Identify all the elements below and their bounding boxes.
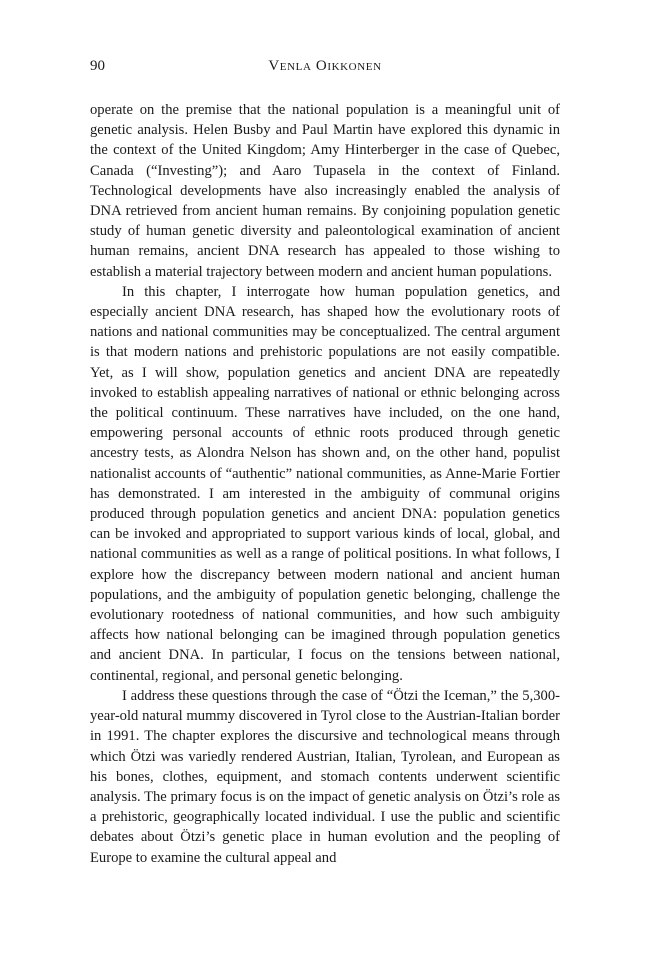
running-head-author: Venla Oikkonen — [268, 58, 382, 74]
body-text — [90, 100, 560, 868]
paragraph: In this chapter, I interrogate how human population genetics, and especially ancient DNA research, has shaped how the evolutionary roots of nations and national communities may be conceptualized. The central argument is that modern nations and prehistoric populations are not easily compatible. Yet, as I will show, population genetics and ancient DNA are repeatedly invoked to establish appealing narratives of national or ethnic belonging across the political continuum. These narratives have included, on the one hand, empowering personal accounts of ethnic roots produced through genetic ancestry tests, as Alondra Nelson has shown and, on the other hand, populist nationalist accounts of “authentic” national communities, as Anne-Marie Fortier has demonstrated. I am interested in the ambiguity of communal origins produced through population genetics and ancient DNA: population genetics can be invoked and appropriated to support various kinds of local, global, and national communities as well as a range of political positions. In what follows, I explore how the discrepancy between modern national and ancient human populations, and the ambiguity of population genetic belonging, challenge the evolutionary rootedness of national communities, and how such ambiguity affects how national belonging can be imagined through population genetics and ancient DNA. In particular, I focus on the tensions between national, continental, regional, and personal genetic belonging. — [90, 283, 560, 684]
running-head — [90, 58, 560, 80]
paragraph: I address these questions through the case of “Ötzi the Iceman,” the 5,300-year-old natural mummy discovered in Tyrol close to the Austrian-Italian border in 1991. The chapter explores the discursive and technological means through which Ötzi was variedly rendered Austrian, Italian, Tyrolean, and European as his bones, clothes, equipment, and stomach contents underwent scientific analysis. The primary focus is on the impact of genetic analysis on Ötzi’s role as a prehistoric, geographically located individual. I use the public and scientific debates about Ötzi’s genetic place in human evolution and the peopling of Europe to examine the cultural appeal and — [90, 687, 560, 866]
paragraph-continued: operate on the premise that the national population is a meaningful unit of genetic analysis. Helen Busby and Paul Martin have explored this dynamic in the context of the United Kingdom; Amy Hinterberger in the case of Quebec, Canada (“Investing”); and Aaro Tupasela in the context of Finland. Technological developments have also increasingly enabled the analysis of DNA retrieved from ancient human remains. By conjoining population genetic study of human genetic diversity and paleontological examination of ancient human remains, ancient DNA research has appealed to those wishing to establish a material trajectory between modern and ancient human populations. — [90, 102, 560, 280]
page-number: 90 — [90, 58, 105, 74]
